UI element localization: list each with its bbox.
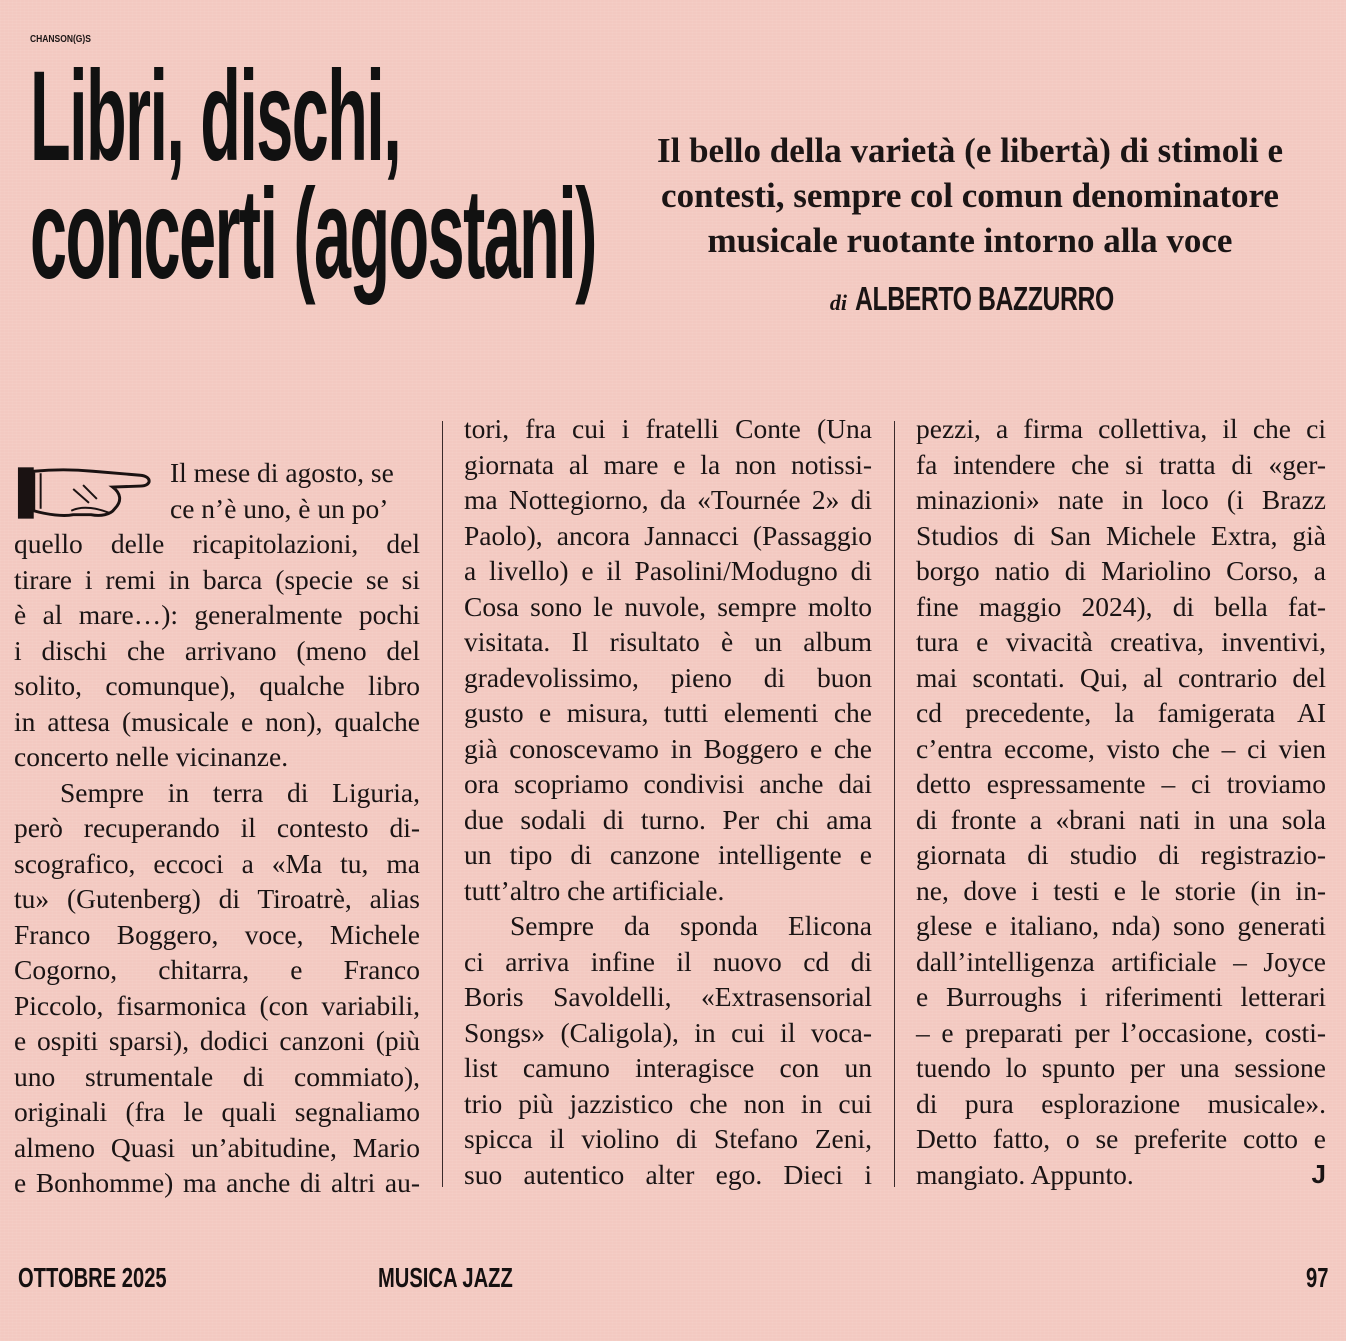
text-line: ne, dove i testi e le storie (in in- bbox=[916, 874, 1326, 906]
text-line: c’entra eccome, visto che – ci vien bbox=[916, 732, 1326, 764]
text-line: minazioni» nate in loco (i Brazz bbox=[916, 484, 1326, 515]
page-number: 97 bbox=[1306, 1262, 1329, 1293]
text-line: Franco Boggero, voce, Michele bbox=[14, 918, 420, 950]
text-line: concerto nelle vicinanze. bbox=[14, 741, 289, 772]
text-line: Cogorno, chitarra, e Franco bbox=[14, 954, 420, 985]
article-column-2 bbox=[464, 411, 872, 1192]
text-line: due sodali di turno. Per chi ama bbox=[464, 803, 872, 835]
text-line: tirare i remi in barca (specie se si bbox=[14, 563, 420, 595]
text-line: un tipo di canzone intelligente e bbox=[464, 839, 872, 870]
subtitle-line: Il bello della varietà (e libertà) di stimoli e bbox=[656, 131, 1283, 170]
text-line: glese e italiano, nda) sono generati bbox=[916, 910, 1326, 941]
text-line: e ospiti sparsi), dodici canzoni (più bbox=[14, 1025, 420, 1056]
text-line: tu» (Gutenberg) di Tiroatrè, alias bbox=[14, 883, 420, 914]
text-line: – e preparati per l’occasione, costi- bbox=[916, 1016, 1326, 1048]
text-line: gradevolissimo, pieno di buon bbox=[464, 661, 872, 693]
text-line: a livello) e il Pasolini/Modugno di bbox=[464, 555, 872, 586]
byline-prefix: di bbox=[829, 290, 847, 315]
text-line: e Burroughs i riferimenti letterari bbox=[916, 981, 1326, 1012]
text-line-final: mangiato. Appunto. bbox=[916, 1158, 1134, 1190]
text-line: in attesa (musicale e non), qualche bbox=[14, 705, 420, 737]
text-line: Songs» (Caligola), in cui il voca- bbox=[464, 1016, 872, 1048]
end-mark-icon: J bbox=[1311, 1158, 1326, 1189]
text-line: uno strumentale di commiato), bbox=[14, 1060, 420, 1092]
footer-magazine-name: MUSICA JAZZ bbox=[378, 1262, 513, 1293]
text-line: cd precedente, la famigerata AI bbox=[916, 697, 1326, 728]
text-line: ce n’è uno, è un po’ bbox=[170, 492, 389, 524]
text-line: di pura esplorazione musicale». bbox=[916, 1087, 1326, 1119]
text-line: dall’intelligenza artificiale – Joyce bbox=[916, 945, 1326, 977]
headline-line: concerti (agostani) bbox=[30, 163, 596, 306]
text-line: i dischi che arrivano (meno del bbox=[14, 634, 420, 666]
text-line: e Bonhomme) ma anche di altri au- bbox=[14, 1167, 420, 1198]
text-line: Il mese di agosto, se bbox=[170, 457, 394, 488]
subtitle-line: musicale ruotante intorno alla voce bbox=[707, 221, 1233, 260]
pointing-hand-icon bbox=[14, 459, 162, 525]
text-line: giornata al mare e la non notissi- bbox=[464, 448, 872, 480]
text-line: Studios di San Michele Extra, già bbox=[916, 519, 1326, 551]
column-divider bbox=[894, 421, 895, 1187]
text-line: mai scontati. Qui, al contrario del bbox=[916, 661, 1326, 693]
text-line: detto espressamente – ci troviamo bbox=[916, 768, 1326, 799]
text-line: Boris Savoldelli, «Extrasensorial bbox=[464, 981, 872, 1012]
text-line: tori, fra cui i fratelli Conte (Una bbox=[464, 413, 872, 444]
subtitle-line: contesti, sempre col comun denominatore bbox=[661, 176, 1279, 215]
text-line: tura e vivacità creativa, inventivi, bbox=[916, 626, 1326, 657]
text-line: è al mare…): generalmente pochi bbox=[14, 599, 420, 630]
text-line: Cosa sono le nuvole, sempre molto bbox=[464, 590, 872, 622]
text-line: spicca il violino di Stefano Zeni, bbox=[464, 1123, 872, 1154]
text-line: Sempre da sponda Elicona bbox=[510, 910, 872, 941]
text-line: ora scopriamo condivisi anche dai bbox=[464, 768, 872, 799]
article-column-1 bbox=[14, 455, 420, 1201]
text-line: almeno Quasi un’abitudine, Mario bbox=[14, 1131, 420, 1163]
text-line: però recuperando il contesto di- bbox=[14, 812, 420, 843]
text-line: Detto fatto, o se preferite cotto e bbox=[916, 1123, 1326, 1154]
text-line: ci arriva infine il nuovo cd di bbox=[464, 945, 872, 977]
column-divider bbox=[442, 421, 443, 1187]
text-line: originali (fra le quali segnaliamo bbox=[14, 1096, 420, 1127]
text-line: tuendo lo spunto per una sessione bbox=[916, 1052, 1326, 1083]
text-line: borgo natio di Mariolino Corso, a bbox=[916, 555, 1326, 586]
footer-issue-date: OTTOBRE 2025 bbox=[18, 1262, 167, 1293]
article-column-3 bbox=[916, 411, 1326, 1192]
section-label: CHANSON(G)S bbox=[30, 34, 91, 45]
text-line: giornata di studio di registrazio- bbox=[916, 839, 1326, 870]
text-line: tutt’altro che artificiale. bbox=[464, 874, 725, 906]
text-line: list camuno interagisce con un bbox=[464, 1052, 872, 1083]
text-line: fa intendere che si tratta di «ger- bbox=[916, 448, 1326, 480]
headline bbox=[30, 45, 596, 306]
author-name: ALBERTO BAZZURRO bbox=[854, 280, 1114, 317]
byline bbox=[600, 280, 1340, 318]
text-line: quello delle ricapitolazioni, del bbox=[14, 528, 420, 559]
text-line: visitata. Il risultato è un album bbox=[464, 626, 872, 657]
text-line: già conoscevamo in Boggero e che bbox=[464, 732, 872, 764]
text-line: ma Nottegiorno, da «Tournée 2» di bbox=[464, 484, 872, 515]
text-line: Piccolo, fisarmonica (con variabili, bbox=[14, 989, 420, 1021]
text-line: pezzi, a firma collettiva, il che ci bbox=[916, 413, 1326, 444]
text-line: Sempre in terra di Liguria, bbox=[60, 776, 420, 808]
text-line: solito, comunque), qualche libro bbox=[14, 670, 420, 701]
text-line: trio più jazzistico che non in cui bbox=[464, 1087, 872, 1119]
text-line: gusto e misura, tutti elementi che bbox=[464, 697, 872, 728]
text-line: di fronte a «brani nati in una sola bbox=[916, 803, 1326, 835]
text-line: suo autentico alter ego. Dieci i bbox=[464, 1158, 872, 1190]
text-line bbox=[916, 1157, 1326, 1193]
text-line: Paolo), ancora Jannacci (Passaggio bbox=[464, 519, 872, 551]
text-line: scografico, eccoci a «Ma tu, ma bbox=[14, 847, 420, 879]
text-line: fine maggio 2024), di bella fat- bbox=[916, 590, 1326, 622]
subtitle bbox=[600, 128, 1340, 263]
headline-line: Libri, dischi, bbox=[30, 45, 401, 188]
